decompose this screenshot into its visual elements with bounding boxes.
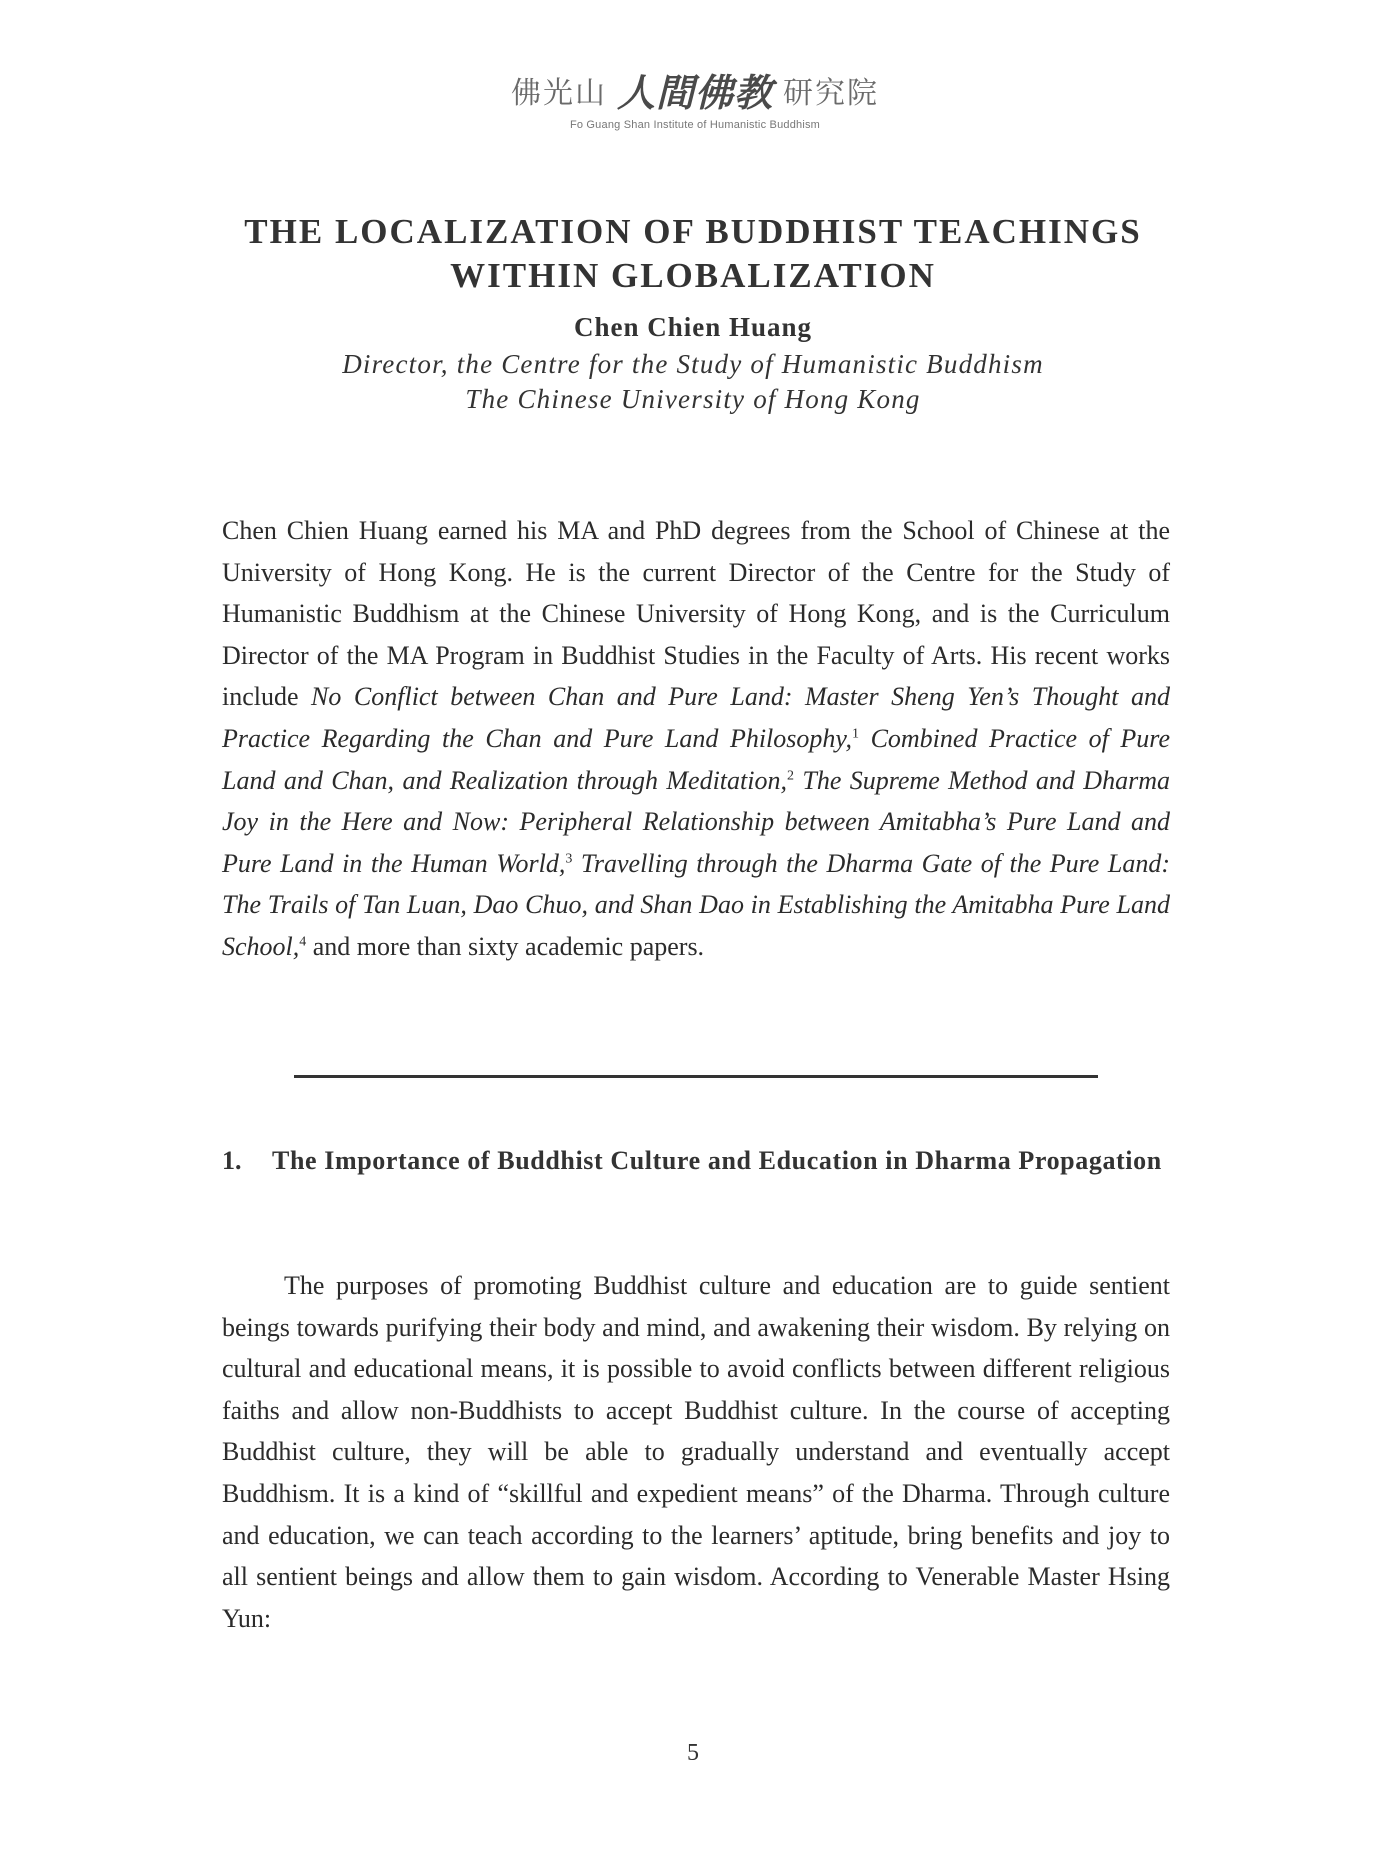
- title-line-1: THE LOCALIZATION OF BUDDHIST TEACHINGS: [244, 212, 1142, 251]
- bio-work-1: No Conflict between Chan and Pure Land: Master Sheng Yen’s Thought and Practice Regarding the Chan and Pure Land Philosophy,: [222, 682, 1170, 753]
- affiliation-line-1: Director, the Centre for the Study of Humanistic Buddhism: [342, 349, 1044, 379]
- bio-text: Chen Chien Huang earned his MA and PhD degrees from the School of Chinese at the University of Hong Kong. He is the current Director of the Centre for the Study of Humanistic Buddhism at the Chinese University of Hong Kong, and is the Curriculum Director of the MA Program in Buddhist Studies in the Faculty of Arts. His recent works include: [222, 516, 1170, 712]
- section-number: 1.: [222, 1146, 242, 1175]
- bio-work-2: Combined Practice of Pure Land and Chan, and Realization through Meditation,: [222, 723, 1170, 795]
- footnote-ref-2[interactable]: 2: [786, 767, 794, 783]
- footnote-ref-4[interactable]: 4: [299, 934, 307, 950]
- author-bio-paragraph: [222, 510, 1170, 968]
- page-number: 5: [687, 1740, 699, 1766]
- title-line-2: WITHIN GLOBALIZATION: [450, 256, 936, 295]
- article-title: [150, 210, 1236, 298]
- body-paragraph: The purposes of promoting Buddhist culture and education are to guide sentient beings towards purifying their body and mind, and awakening their wisdom. By relying on cultural and educational means, it is possible to avoid conflicts between different religious faiths and allow non-Buddhists to accept Buddhist culture. In the course of accepting Buddhist culture, they will be able to gradually understand and eventually accept Buddhism. It is a kind of “skillful and expedient means” of the Dharma. Through culture and education, we can teach according to the learners’ aptitude, bring benefits and joy to all sentient beings and allow them to gain wisdom. According to Venerable Master Hsing Yun:: [222, 1271, 1170, 1633]
- logo-text-right: 研究院: [783, 75, 879, 111]
- section-heading-text: The Importance of Buddhist Culture and Education in Dharma Propagation: [272, 1146, 1162, 1175]
- author-affiliation: [150, 347, 1236, 417]
- bio-work-4: Travelling through the Dharma Gate of the Pure Land: The Trails of Tan Luan, Dao Chuo, and Shan Dao in Establishing the Amitabha Pure Land School,: [222, 848, 1170, 961]
- logo-text-left: 佛光山: [510, 75, 607, 111]
- logo-english-name: Fo Guang Shan Institute of Humanistic Buddhism: [569, 119, 821, 131]
- author-name: Chen Chien Huang: [573, 312, 813, 342]
- institute-logo: [480, 62, 910, 132]
- affiliation-line-2: The Chinese University of Hong Kong: [465, 384, 921, 414]
- footnote-ref-3[interactable]: 3: [565, 851, 573, 867]
- footnote-ref-1[interactable]: 1: [852, 726, 859, 742]
- section-heading: [222, 1140, 1170, 1182]
- section-divider: [294, 1075, 1098, 1078]
- bio-ending: and more than sixty academic papers.: [306, 931, 705, 961]
- bio-work-3: The Supreme Method and Dharma Joy in the Here and Now: Peripheral Relationship between Amitabha’s Pure Land and Pure Land in the Human World,: [222, 765, 1170, 878]
- logo-calligraphy: 人間佛教: [616, 70, 773, 115]
